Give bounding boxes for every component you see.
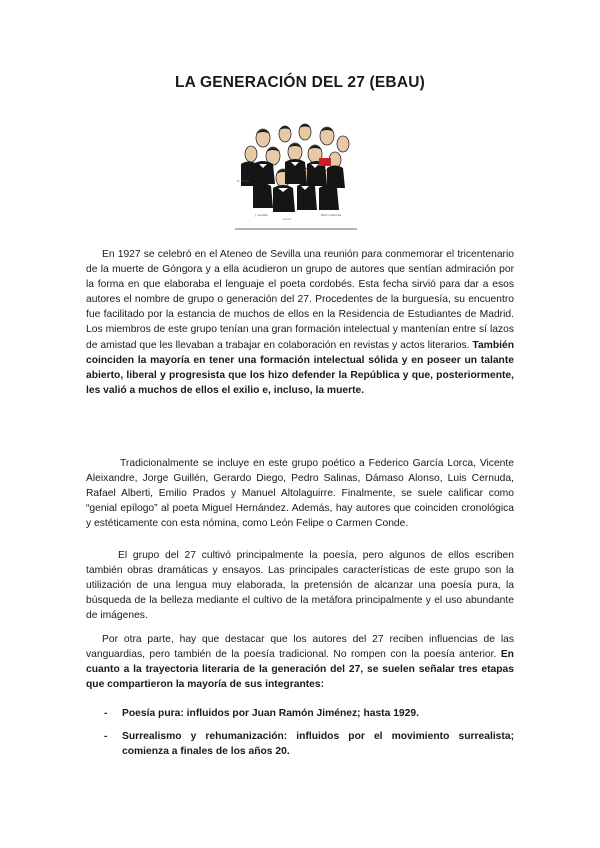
list-item <box>86 729 514 759</box>
list-bullet: - <box>104 708 108 719</box>
paragraph-4-bold-text: En cuanto a la trayectoria literaria de la generación del 27, se suelen señalar tres etapas que compartieron la mayoría de sus integrantes: <box>86 649 514 691</box>
stages-list <box>86 706 514 759</box>
svg-text:Lorca: Lorca <box>283 217 292 221</box>
list-item-text: Surrealismo y rehumanización: influidos por el movimiento surrealista; comienza a finales de los años 20. <box>122 731 514 758</box>
paragraph-3-text: El grupo del 27 cultivó principalmente la poesía, pero algunos de ellos escriben también obras dramáticas y ensayos. Las principales características de este grupo son la utilización de una lengua muy elaborada, la pretensión de alcanzar una poesía pura, la búsqueda de la belleza mediante el cultivo de la metáfora principalmente y el uso abundante de imágenes. <box>86 550 514 622</box>
paragraph-3 <box>86 548 514 623</box>
document-title: LA GENERACIÓN DEL 27 (EBAU) <box>175 74 425 91</box>
svg-text:J. Guillén: J. Guillén <box>255 213 269 217</box>
paragraph-2 <box>86 456 514 531</box>
paragraph-4-text: Por otra parte, hay que destacar que los autores del 27 reciben influencias de las vanguardias, pero también de la poesía tradicional. No rompen con la poesía anterior. <box>86 634 514 661</box>
caricature-group-illustration <box>235 120 357 230</box>
paragraph-1 <box>86 247 514 398</box>
list-item-text: Poesía pura: influidos por Juan Ramón Jiménez; hasta 1929. <box>122 708 419 719</box>
list-item <box>86 706 514 721</box>
paragraph-1-bold-text: También coinciden la mayoría en tener una formación intelectual sólida y en poseer un talante abierto, liberal y progresista que los hizo defender la República y que, posteriormente, les valió a muchos de ellos el exilio e, incluso, la muerte. <box>86 339 514 396</box>
list-bullet: - <box>104 731 108 743</box>
paragraph-1-text: En 1927 se celebró en el Ateneo de Sevilla una reunión para conmemorar el tricentenario de la muerte de Góngora y a ella acudieron un grupo de autores que sentían admiración por la forma en que elaboraba el lenguaje el poeta cordobés. Esta fecha sirvió para dar a esos autores el nombre de grupo o generación del 27. Procedentes de la burguesía, su encuentro fue facilitado por la estancia de muchos de ellos en la Residencia de Estudiantes de Madrid. Los miembros de este grupo tenían una gran formación intelectual y mantenían entre sí lazos de amistad que les llevaban a trabajar en colaboración en revistas y actos literarios. <box>86 249 514 351</box>
svg-text:Pedro Salinas: Pedro Salinas <box>321 213 342 217</box>
paragraph-4 <box>86 632 514 692</box>
svg-text:G. Diego: G. Diego <box>237 179 250 183</box>
paragraph-2-text: Tradicionalmente se incluye en este grupo poético a Federico García Lorca, Vicente Aleixandre, Jorge Guillén, Gerardo Diego, Pedro Salinas, Dámaso Alonso, Luis Cernuda, Rafael Alberti, Emilio Prados y Manuel Altolaguirre. Finalmente, se suele calificar como “genial epílogo” al poeta Miguel Hernández. Además, hay autores que coinciden cronológica y estéticamente con esta nómina, como León Felipe o Carmen Conde. <box>86 458 514 530</box>
